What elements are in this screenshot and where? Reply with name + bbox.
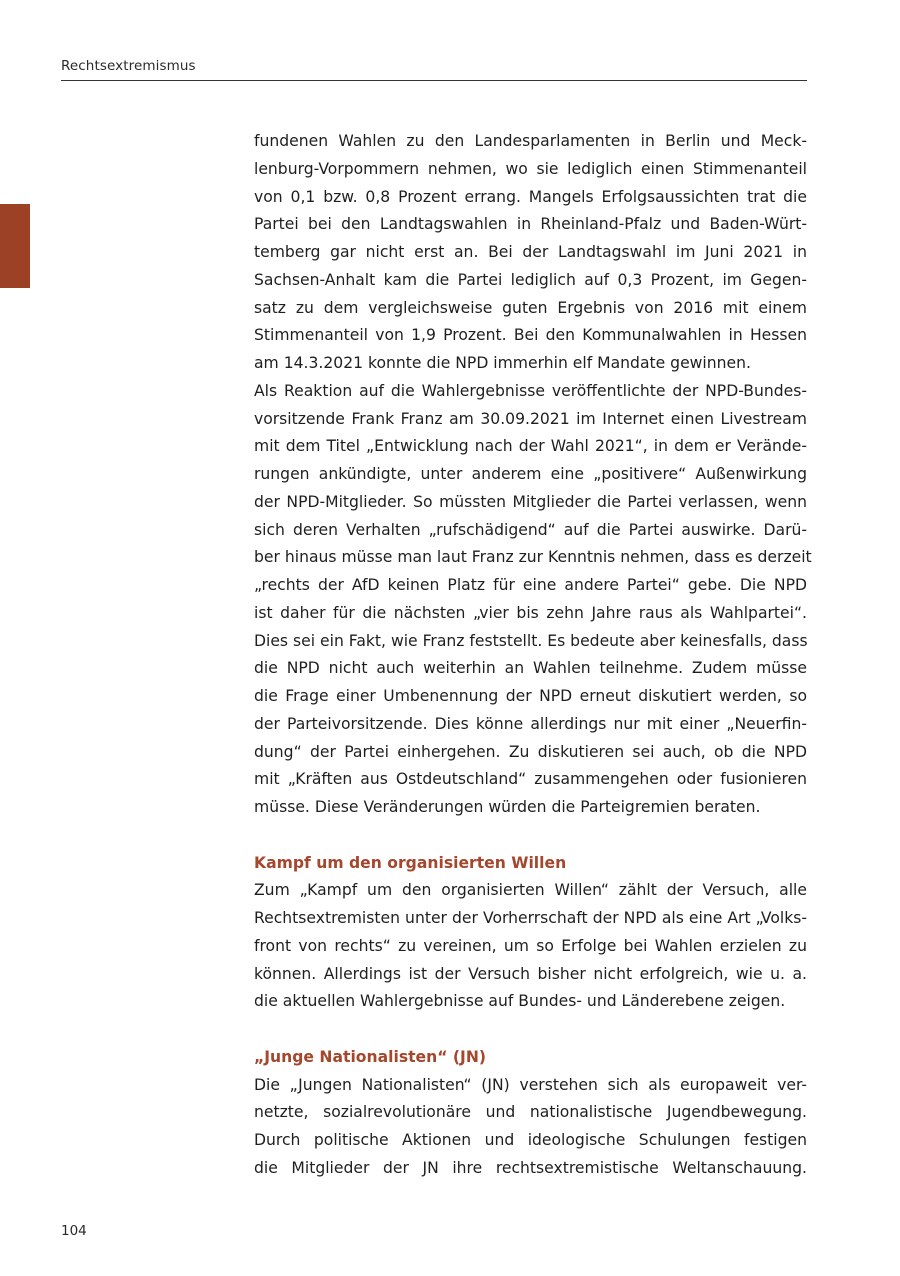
text-line: fundenen Wahlen zu den Landesparlamenten in Berlin und Meck- — [254, 132, 807, 150]
body-text-column — [254, 128, 812, 1183]
text-line: die Frage einer Umbenennung der NPD erneut diskutiert werden, so — [254, 687, 807, 705]
text-line: der Parteivorsitzende. Dies könne allerdings nur mit einer „Neuerfin- — [254, 714, 807, 733]
text-line: Stimmenanteil von 1,9 Prozent. Bei den Kommunalwahlen in Hessen — [254, 326, 807, 345]
paragraph-reaction-livestream — [254, 378, 812, 822]
text-line: Durch politische Aktionen und ideologische Schulungen festigen — [254, 1131, 807, 1149]
text-line: „rechts der AfD keinen Platz für eine andere Partei“ gebe. Die NPD — [254, 576, 807, 594]
text-line: mit „Kräften aus Ostdeutschland“ zusammengehen oder fusionieren — [254, 770, 807, 789]
text-line: netzte, sozialrevolutionäre und nationalistische Jugendbewegung. — [254, 1103, 807, 1122]
paragraph-spacer — [254, 1016, 807, 1044]
section-heading-jn: „Junge Nationalisten“ (JN) — [254, 1047, 487, 1066]
text-line: Als Reaktion auf die Wahlergebnisse veröffentlichte der NPD-Bundes- — [254, 381, 807, 400]
text-line: satz zu dem vergleichsweise guten Ergebnis von 2016 mit einem — [254, 298, 807, 317]
text-line: Partei bei den Landtagswahlen in Rheinland-Pfalz und Baden-Würt- — [254, 215, 807, 234]
text-line: die Mitglieder der JN ihre rechtsextremistische Weltanschauung. — [254, 1158, 807, 1177]
text-line: Die „Jungen Nationalisten“ (JN) verstehen sich als europaweit ver- — [254, 1075, 807, 1094]
text-line: Dies sei ein Fakt, wie Franz feststellt. Es bedeute aber keinesfalls, dass — [254, 631, 808, 650]
text-line: die aktuellen Wahlergebnisse auf Bundes- und Länderebene zeigen. — [254, 992, 786, 1011]
text-line: sich deren Verhalten „rufschädigend“ auf die Partei auswirke. Darü- — [254, 520, 807, 539]
running-header-title: Rechtsextremismus — [61, 58, 196, 74]
text-line: Rechtsextremisten unter der Vorherrschaft der NPD als eine Art „Volks- — [254, 909, 807, 927]
text-line: ist daher für die nächsten „vier bis zehn Jahre raus als Wahlpartei“. — [254, 603, 807, 622]
text-line: front von rechts“ zu vereinen, um so Erfolge bei Wahlen erzielen zu — [254, 936, 807, 955]
text-line: können. Allerdings ist der Versuch bisher nicht erfolgreich, wie u. a. — [254, 964, 807, 983]
header-rule — [61, 80, 807, 81]
text-line: müsse. Diese Veränderungen würden die Parteigremien beraten. — [254, 798, 761, 816]
page-number: 104 — [61, 1223, 87, 1239]
text-line: mit dem Titel „Entwicklung nach der Wahl 2021“, in dem er Verände- — [254, 437, 807, 456]
text-line: lenburg-Vorpommern nehmen, wo sie lediglich einen Stimmenanteil — [254, 159, 807, 178]
paragraph-jn — [254, 1072, 807, 1183]
text-line: am 14.3.2021 konnte die NPD immerhin elf Mandate gewinnen. — [254, 354, 751, 372]
text-line: temberg gar nicht erst an. Bei der Landtagswahl im Juni 2021 in — [254, 243, 807, 261]
text-line: dung“ der Partei einhergehen. Zu diskutieren sei auch, ob die NPD — [254, 742, 807, 761]
section-heading-kampf: Kampf um den organisierten Willen — [254, 853, 567, 872]
text-line: rungen ankündigte, unter anderem eine „positivere“ Außenwirkung — [254, 465, 807, 483]
text-line: die NPD nicht auch weiterhin an Wahlen teilnehme. Zudem müsse — [254, 659, 807, 678]
paragraph-election-results — [254, 128, 807, 378]
text-line: ber hinaus müsse man laut Franz zur Kenntnis nehmen, dass es derzeit — [254, 548, 812, 567]
paragraph-kampf — [254, 877, 807, 1016]
text-line: Zum „Kampf um den organisierten Willen“ zählt der Versuch, alle — [254, 881, 807, 900]
paragraph-spacer — [254, 822, 807, 850]
text-line: Sachsen-Anhalt kam die Partei lediglich auf 0,3 Prozent, im Gegen- — [254, 270, 807, 289]
text-line: der NPD-Mitglieder. So müssten Mitglieder die Partei verlassen, wenn — [254, 492, 807, 511]
chapter-side-tab — [0, 204, 30, 288]
text-line: vorsitzende Frank Franz am 30.09.2021 im Internet einen Livestream — [254, 409, 807, 428]
text-line: von 0,1 bzw. 0,8 Prozent errang. Mangels Erfolgsaussichten trat die — [254, 187, 807, 206]
